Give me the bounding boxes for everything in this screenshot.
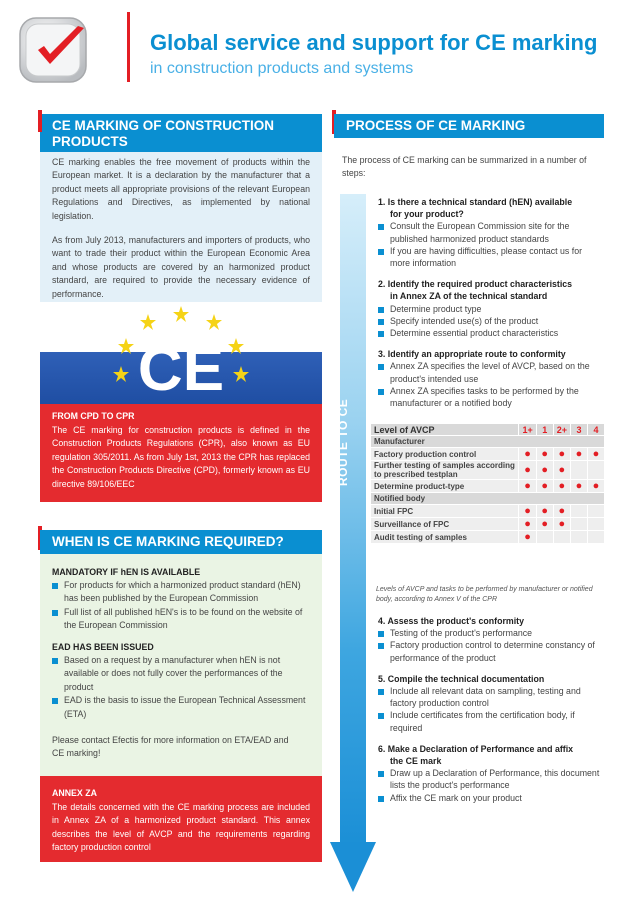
group-label: Notified body — [371, 493, 605, 505]
avcp-caption: Levels of AVCP and tasks to be performed by manufacturer or notified body, according to Annex V of the CPR — [376, 586, 593, 603]
ce-intro-paragraph: CE marking enables the free movement of products within the European market. It is a declaration by the manufacturer that a product meets all appropriate provisions of the relevant European Regulations and Directives, as implemented by national legislation. — [52, 157, 310, 221]
section-marker — [38, 110, 42, 132]
table-row: Initial FPC ● ● ● — [371, 505, 605, 518]
list-item: EAD is the basis to issue the European Technical Assessment (ETA) — [52, 694, 310, 721]
list-item: Testing of the product's performance — [378, 627, 602, 639]
cpd-cpr-text: The CE marking for construction products is defined in the Construction Products Regulations (CPR), also known as EU regulation 305/2011. As from July 1st, 2013 the CPR has replaced the Construction Products Directive (CPD), formerly known as EU directive 89/106/EEC — [52, 425, 310, 489]
table-row: Determine product-type ● ● ● ● ● — [371, 480, 605, 493]
page-subtitle: in construction products and systems — [150, 60, 414, 77]
list-item: Specify intended use(s) of the product — [378, 315, 602, 327]
step-4: 4. Assess the product's conformity Testing of the product's performance Factory production control to determine constancy of performance of the product — [378, 615, 602, 664]
level-label: 4 — [588, 424, 605, 436]
step-3: 3. Identify an appropriate route to conformity Annex ZA specifies the level of AVCP, based on the product's intended use Annex ZA specifies tasks to be performed by the manufacturer or a notified body — [378, 348, 602, 409]
contact-note: Please contact Efectis for more information on ETA/EAD and CE marking! — [52, 735, 289, 759]
header-divider — [127, 12, 130, 82]
step-5: 5. Compile the technical documentation Include all relevant data on sampling, testing and factory production control Include certificates from the certification body, if required — [378, 673, 602, 734]
table-row — [371, 493, 605, 505]
avcp-header: Level of AVCP — [371, 424, 519, 436]
route-arrow-head — [330, 842, 376, 892]
list-item: Include certificates from the certification body, if required — [378, 709, 602, 733]
checkmark-logo-icon — [12, 10, 100, 90]
process-intro: The process of CE marking can be summarized in a number of steps: — [342, 155, 587, 179]
table-row — [371, 424, 605, 436]
table-row: Factory production control ● ● ● ● ● — [371, 448, 605, 461]
process-steps-1-3 — [378, 196, 602, 418]
process-section-heading: PROCESS OF CE MARKING — [346, 118, 526, 133]
process-steps-4-6 — [378, 615, 602, 813]
list-item: Determine essential product characteristics — [378, 327, 602, 339]
table-row: Surveillance of FPC ● ● ● — [371, 518, 605, 531]
list-item: Full list of all published hEN's is to be found on the website of the European Commission — [52, 606, 310, 633]
mandatory-list — [52, 579, 310, 633]
level-label: 1 — [536, 424, 553, 436]
list-item: For products for which a harmonized product standard (hEN) has been published by the European Commission — [52, 579, 310, 606]
list-item: Determine product type — [378, 303, 602, 315]
list-item: Consult the European Commission site for the published harmonized product standards — [378, 220, 602, 244]
when-section-heading: WHEN IS CE MARKING REQUIRED? — [52, 534, 284, 549]
list-item: Factory production control to determine constancy of performance of the product — [378, 639, 602, 663]
route-arrow — [340, 194, 366, 846]
annex-text: The details concerned with the CE marking process are included in Annex ZA of a harmonized product standard. This annex describes the level of AVCP and the requirements regarding factory production control — [52, 802, 310, 853]
list-item: Annex ZA specifies the level of AVCP, based on the product's intended use — [378, 360, 602, 384]
eu-stars-ce-logo — [96, 300, 266, 412]
list-item: If you are having difficulties, please contact us for more information — [378, 245, 602, 269]
list-item: Based on a request by a manufacturer when hEN is not available or does not fully cover the performances of the product — [52, 654, 310, 694]
table-row — [371, 436, 605, 448]
ead-title: EAD HAS BEEN ISSUED — [52, 642, 154, 652]
list-item: Affix the CE mark on your product — [378, 792, 602, 804]
page-title: Global service and support for CE marking — [150, 30, 598, 55]
group-label: Manufacturer — [371, 436, 605, 448]
list-item: Draw up a Declaration of Performance, this document lists the product's performance — [378, 767, 602, 791]
step-2: 2. Identify the required product characteristics in Annex ZA of the technical standard Determine product type Specify intended use(s) of the product Determine essential product characteristics — [378, 278, 602, 339]
table-row: Further testing of samples according to prescribed testplan ● ● ● — [371, 461, 605, 480]
ead-list — [52, 654, 310, 721]
cpd-cpr-title: FROM CPD TO CPR — [52, 411, 135, 421]
level-label: 2+ — [553, 424, 570, 436]
step-1: 1. Is there a technical standard (hEN) available for your product? Consult the European Commission site for the published harmonized product standards If you are having difficulties, please contact us for more information — [378, 196, 602, 269]
avcp-table — [370, 423, 605, 544]
table-row: Audit testing of samples ● — [371, 531, 605, 544]
ce-logo-text: CE — [137, 335, 225, 404]
level-label: 1+ — [519, 424, 536, 436]
route-to-ce-label: ROUTE TO CE — [336, 398, 350, 486]
ce-section-heading: CE MARKING OF CONSTRUCTION PRODUCTS — [52, 118, 274, 149]
level-label: 3 — [571, 424, 588, 436]
annex-title: ANNEX ZA — [52, 788, 97, 798]
mandatory-title: MANDATORY IF hEN IS AVAILABLE — [52, 567, 201, 577]
list-item: Include all relevant data on sampling, testing and factory production control — [378, 685, 602, 709]
list-item: Annex ZA specifies tasks to be performed by the manufacturer or a notified body — [378, 385, 602, 409]
ce-evidence-paragraph: As from July 2013, manufacturers and importers of products, who want to trade their product within the European Economic Area and whose products are covered by an harmonized product standard, are required to provide the necessary evidence of performance. — [52, 235, 310, 299]
ce-section-panel — [40, 152, 322, 502]
step-6: 6. Make a Declaration of Performance and affix the CE mark Draw up a Declaration of Performance, this document lists the product's performance Affix the CE mark on your product — [378, 743, 602, 804]
